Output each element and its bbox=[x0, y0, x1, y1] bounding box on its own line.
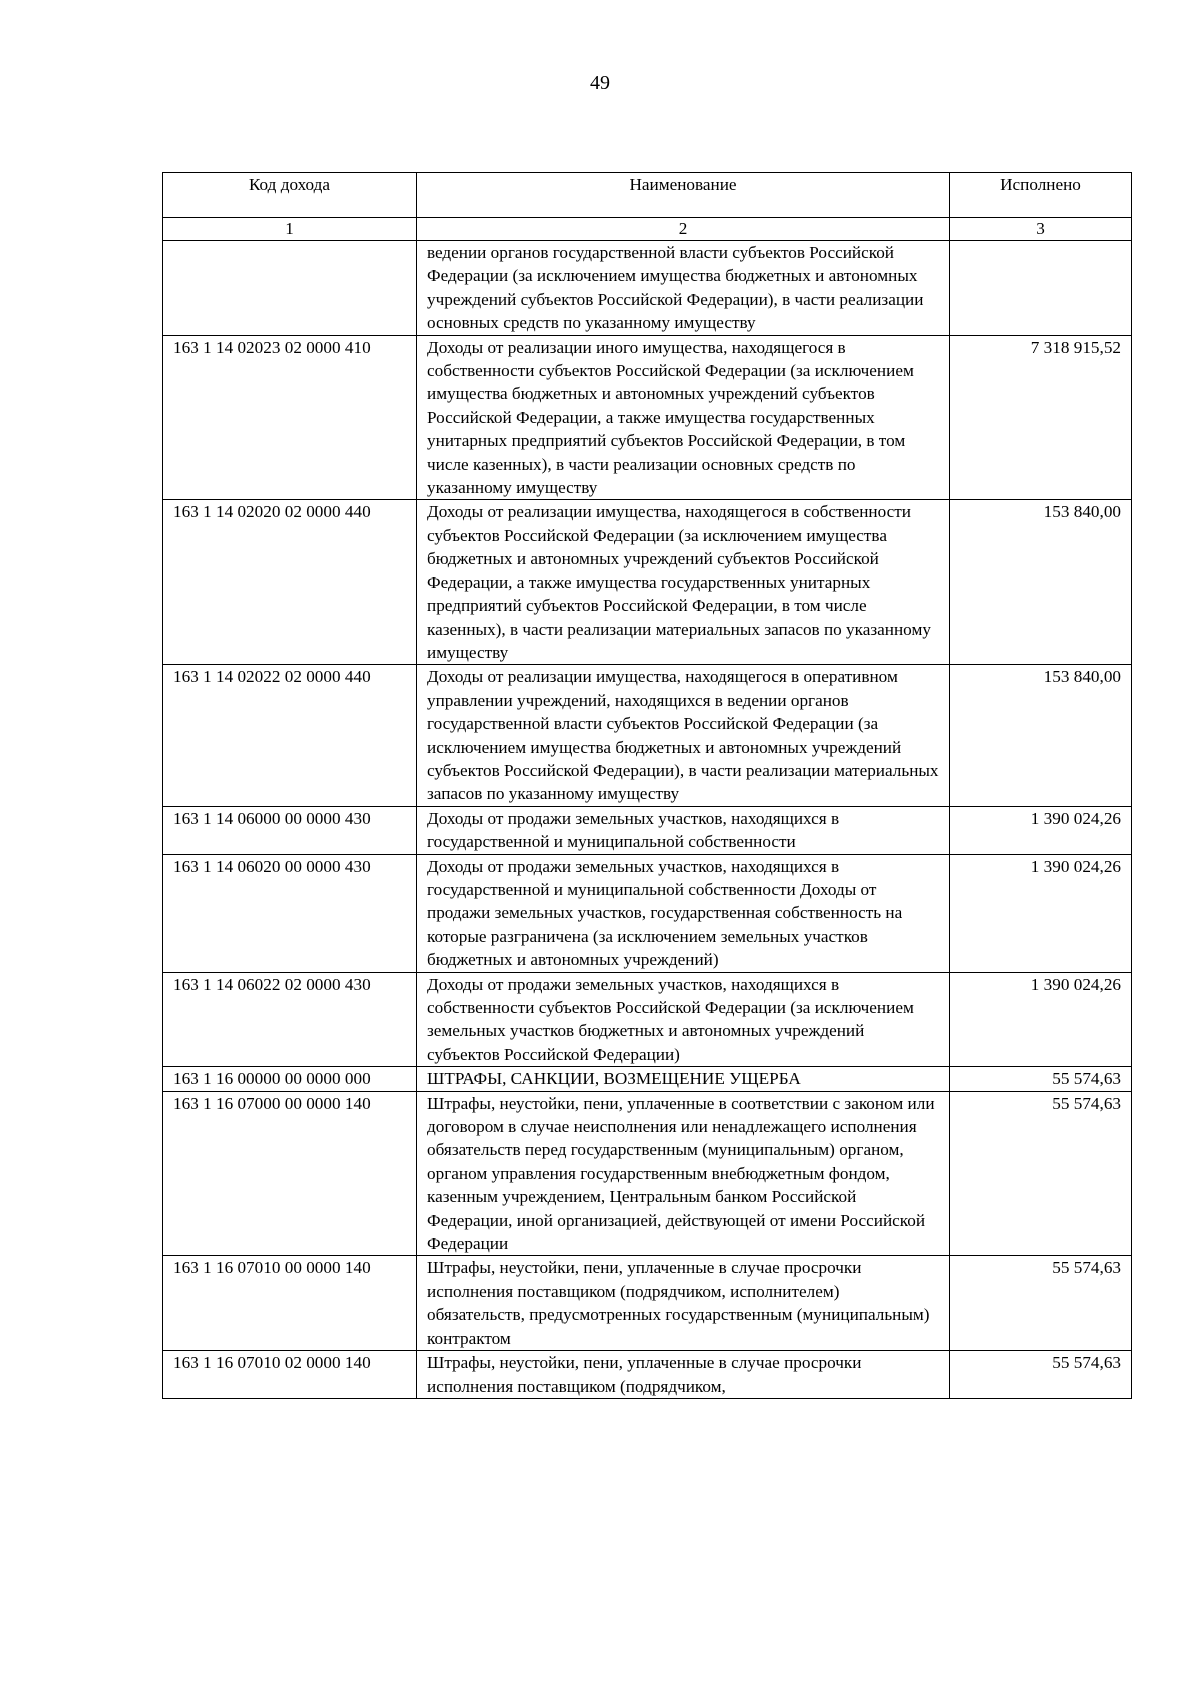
table-row bbox=[163, 854, 1132, 972]
income-amount: 55 574,63 bbox=[950, 1256, 1132, 1351]
income-name: Доходы от реализации имущества, находящегося в собственности субъектов Российской Федерации (за исключением имущества бюджетных и автономных учреждений субъектов Российской Федерации, а также имущества государственных унитарных предприятий субъектов Российской Федерации, в том числе казенных), в части реализации материальных запасов по указанному имуществу bbox=[417, 500, 950, 665]
table-row bbox=[163, 1351, 1132, 1399]
column-number: 3 bbox=[950, 218, 1132, 241]
income-amount: 1 390 024,26 bbox=[950, 972, 1132, 1067]
income-name: Доходы от реализации имущества, находящегося в оперативном управлении учреждений, находящихся в ведении органов государственной власти субъектов Российской Федерации (за исключением имущества бюджетных и автономных учреждений субъектов Российской Федерации), в части реализации материальных запасов по указанному имуществу bbox=[417, 665, 950, 806]
table-row bbox=[163, 335, 1132, 500]
income-name: Штрафы, неустойки, пени, уплаченные в соответствии с законом или договором в случае неисполнения или ненадлежащего исполнения обязательств перед государственным (муниципальным) органом, органом управления государственным внебюджетным фондом, казенным учреждением, Центральным банком Российской Федерации, иной организацией, действующей от имени Российской Федерации bbox=[417, 1091, 950, 1256]
income-code: 163 1 14 02023 02 0000 410 bbox=[163, 335, 417, 500]
income-amount: 153 840,00 bbox=[950, 500, 1132, 665]
income-amount bbox=[950, 241, 1132, 336]
income-name: Штрафы, неустойки, пени, уплаченные в случае просрочки исполнения поставщиком (подрядчиком, bbox=[417, 1351, 950, 1399]
income-amount: 1 390 024,26 bbox=[950, 806, 1132, 854]
table-row bbox=[163, 1256, 1132, 1351]
revenue-table bbox=[162, 172, 1132, 1399]
table-row bbox=[163, 1067, 1132, 1091]
income-code: 163 1 16 07000 00 0000 140 bbox=[163, 1091, 417, 1256]
header-amount: Исполнено bbox=[950, 173, 1132, 218]
column-number: 1 bbox=[163, 218, 417, 241]
table-row bbox=[163, 500, 1132, 665]
column-number-row bbox=[163, 218, 1132, 241]
income-code: 163 1 14 06000 00 0000 430 bbox=[163, 806, 417, 854]
table-row bbox=[163, 972, 1132, 1067]
income-amount: 7 318 915,52 bbox=[950, 335, 1132, 500]
income-code bbox=[163, 241, 417, 336]
income-code: 163 1 14 06020 00 0000 430 bbox=[163, 854, 417, 972]
table-row bbox=[163, 1091, 1132, 1256]
income-code: 163 1 16 07010 00 0000 140 bbox=[163, 1256, 417, 1351]
income-amount: 1 390 024,26 bbox=[950, 854, 1132, 972]
income-name: Штрафы, неустойки, пени, уплаченные в случае просрочки исполнения поставщиком (подрядчиком, исполнителем) обязательств, предусмотренных государственным (муниципальным) контрактом bbox=[417, 1256, 950, 1351]
income-code: 163 1 14 02022 02 0000 440 bbox=[163, 665, 417, 806]
column-number: 2 bbox=[417, 218, 950, 241]
income-code: 163 1 16 00000 00 0000 000 bbox=[163, 1067, 417, 1091]
income-name: Доходы от продажи земельных участков, находящихся в государственной и муниципальной собственности bbox=[417, 806, 950, 854]
income-amount: 153 840,00 bbox=[950, 665, 1132, 806]
income-name: Доходы от реализации иного имущества, находящегося в собственности субъектов Российской Федерации (за исключением имущества бюджетных и автономных учреждений субъектов Российской Федерации, а также имущества государственных унитарных предприятий субъектов Российской Федерации, в том числе казенных), в части реализации основных средств по указанному имуществу bbox=[417, 335, 950, 500]
income-amount: 55 574,63 bbox=[950, 1067, 1132, 1091]
table-row bbox=[163, 665, 1132, 806]
page-number: 49 bbox=[590, 72, 610, 94]
income-name: Доходы от продажи земельных участков, находящихся в государственной и муниципальной собственности Доходы от продажи земельных участков, государственная собственность на которые разграничена (за исключением земельных участков бюджетных и автономных учреждений) bbox=[417, 854, 950, 972]
table-header-row bbox=[163, 173, 1132, 218]
income-code: 163 1 14 02020 02 0000 440 bbox=[163, 500, 417, 665]
income-amount: 55 574,63 bbox=[950, 1351, 1132, 1399]
income-name: Доходы от продажи земельных участков, находящихся в собственности субъектов Российской Федерации (за исключением земельных участков бюджетных и автономных учреждений субъектов Российской Федерации) bbox=[417, 972, 950, 1067]
income-code: 163 1 14 06022 02 0000 430 bbox=[163, 972, 417, 1067]
table-row bbox=[163, 806, 1132, 854]
income-name: ведении органов государственной власти субъектов Российской Федерации (за исключением имущества бюджетных и автономных учреждений субъектов Российской Федерации), в части реализации основных средств по указанному имуществу bbox=[417, 241, 950, 336]
income-code: 163 1 16 07010 02 0000 140 bbox=[163, 1351, 417, 1399]
table-row bbox=[163, 241, 1132, 336]
header-code: Код дохода bbox=[163, 173, 417, 218]
header-name: Наименование bbox=[417, 173, 950, 218]
income-amount: 55 574,63 bbox=[950, 1091, 1132, 1256]
income-name: ШТРАФЫ, САНКЦИИ, ВОЗМЕЩЕНИЕ УЩЕРБА bbox=[417, 1067, 950, 1091]
